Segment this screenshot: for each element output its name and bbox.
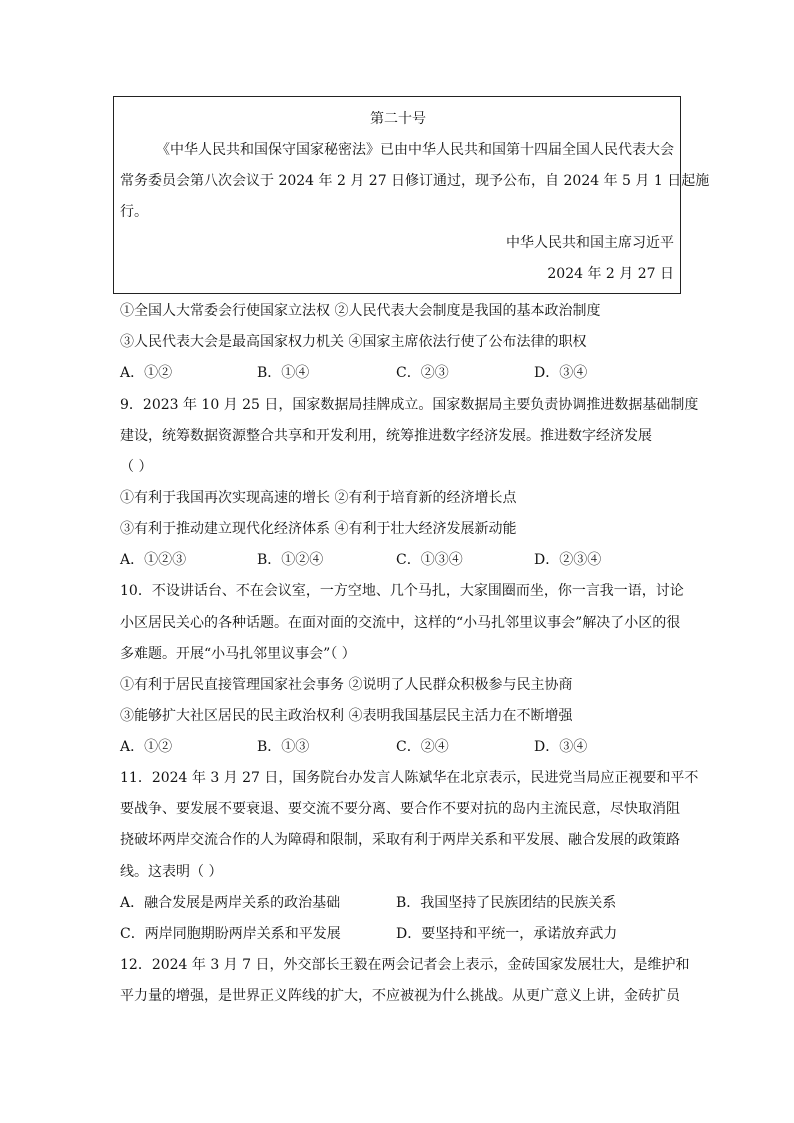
q9-stem-line: 9．2023 年 10 月 25 日，国家数据局挂牌成立。国家数据局主要负责协调推进数据基础制度 <box>120 397 699 413</box>
q11-option-c: C．两岸同胞期盼两岸关系和平发展 <box>120 926 341 942</box>
notice-box <box>113 96 710 294</box>
q11-option-a: A．融合发展是两岸关系的政治基础 <box>120 895 341 911</box>
q11-stem-line: 挠破坏两岸交流合作的人为障碍和限制，采取有利于两岸关系和平发展、融合发展的政策路 <box>120 832 680 848</box>
q11-stem-line: 要战争、要发展不要衰退、要交流不要分离、要合作不要对抗的岛内主流民意，尽快取消阻 <box>120 801 680 817</box>
q12-stem-line: 12．2024 年 3 月 7 日，外交部长王毅在两会记者会上表示，金砖国家发展壮大，是维护和 <box>120 957 690 973</box>
q8-option-b: B．①④ <box>257 365 310 381</box>
q10-option-c: C．②④ <box>396 739 449 755</box>
notice-date: 2024 年 2 月 27 日 <box>547 266 674 282</box>
q8-option-a: A．①② <box>120 365 173 381</box>
q10-option-b: B．①③ <box>257 739 310 755</box>
notice-body-line: 《中华人民共和国保守国家秘密法》已由中华人民共和国第十四届全国人民代表大会 <box>156 142 674 158</box>
q11-option-d: D．要坚持和平统一，承诺放弃武力 <box>396 926 618 942</box>
notice-body-line: 常务委员会第八次会议于 2024 年 2 月 27 日修订通过，现予公布，自 2024 年 5 月 1 日起施 <box>120 173 710 189</box>
q9-statement: ①有利于我国再次实现高速的增长 ②有利于培育新的经济增长点 <box>120 490 517 506</box>
q8-statement: ①全国人大常委会行使国家立法权 ②人民代表大会制度是我国的基本政治制度 <box>120 303 601 319</box>
q8-statement: ③人民代表大会是最高国家权力机关 ④国家主席依法行使了公布法律的职权 <box>120 334 587 350</box>
q8-option-c: C．②③ <box>396 365 449 381</box>
notice-signature: 中华人民共和国主席习近平 <box>506 235 674 251</box>
q9-stem-line: 建设，统筹数据资源整合共享和开发利用，统筹推进数字经济发展。推进数字经济发展 <box>120 428 652 444</box>
q10-stem-line: 多难题。开展“小马扎邻里议事会”（ ） <box>120 646 356 662</box>
notice-body-line: 行。 <box>120 204 148 220</box>
q9-stem-line: （ ） <box>120 459 153 475</box>
q9-statement: ③有利于推动建立现代化经济体系 ④有利于壮大经济发展新动能 <box>120 521 517 537</box>
q10-stem-line: 10．不设讲话台、不在会议室，一方空地、几个马扎，大家围圈而坐，你一言我一语，讨论 <box>120 583 684 599</box>
q11-stem-line: 线。这表明（ ） <box>120 864 223 880</box>
q8-option-d: D．③④ <box>534 365 588 381</box>
q9-option-b: B．①②④ <box>257 552 324 568</box>
q10-option-a: A．①② <box>120 739 173 755</box>
q10-statement: ①有利于居民直接管理国家社会事务 ②说明了人民群众积极参与民主协商 <box>120 677 573 693</box>
q9-option-c: C．①③④ <box>396 552 463 568</box>
q10-option-d: D．③④ <box>534 739 588 755</box>
q11-option-b: B．我国坚持了民族团结的民族关系 <box>396 895 617 911</box>
notice-heading: 第二十号 <box>370 111 426 127</box>
q9-option-a: A．①②③ <box>120 552 187 568</box>
q12-stem-line: 平力量的增强，是世界正义阵线的扩大，不应被视为什么挑战。从更广意义上讲，金砖扩员 <box>120 988 680 1004</box>
q11-stem-line: 11．2024 年 3 月 27 日，国务院台办发言人陈斌华在北京表示，民进党当局应正视要和平不 <box>120 770 699 786</box>
q10-stem-line: 小区居民关心的各种话题。在面对面的交流中，这样的“小马扎邻里议事会”解决了小区的很 <box>120 615 681 631</box>
q9-option-d: D．②③④ <box>534 552 602 568</box>
q10-statement: ③能够扩大社区居民的民主政治权利 ④表明我国基层民主活力在不断增强 <box>120 708 573 724</box>
